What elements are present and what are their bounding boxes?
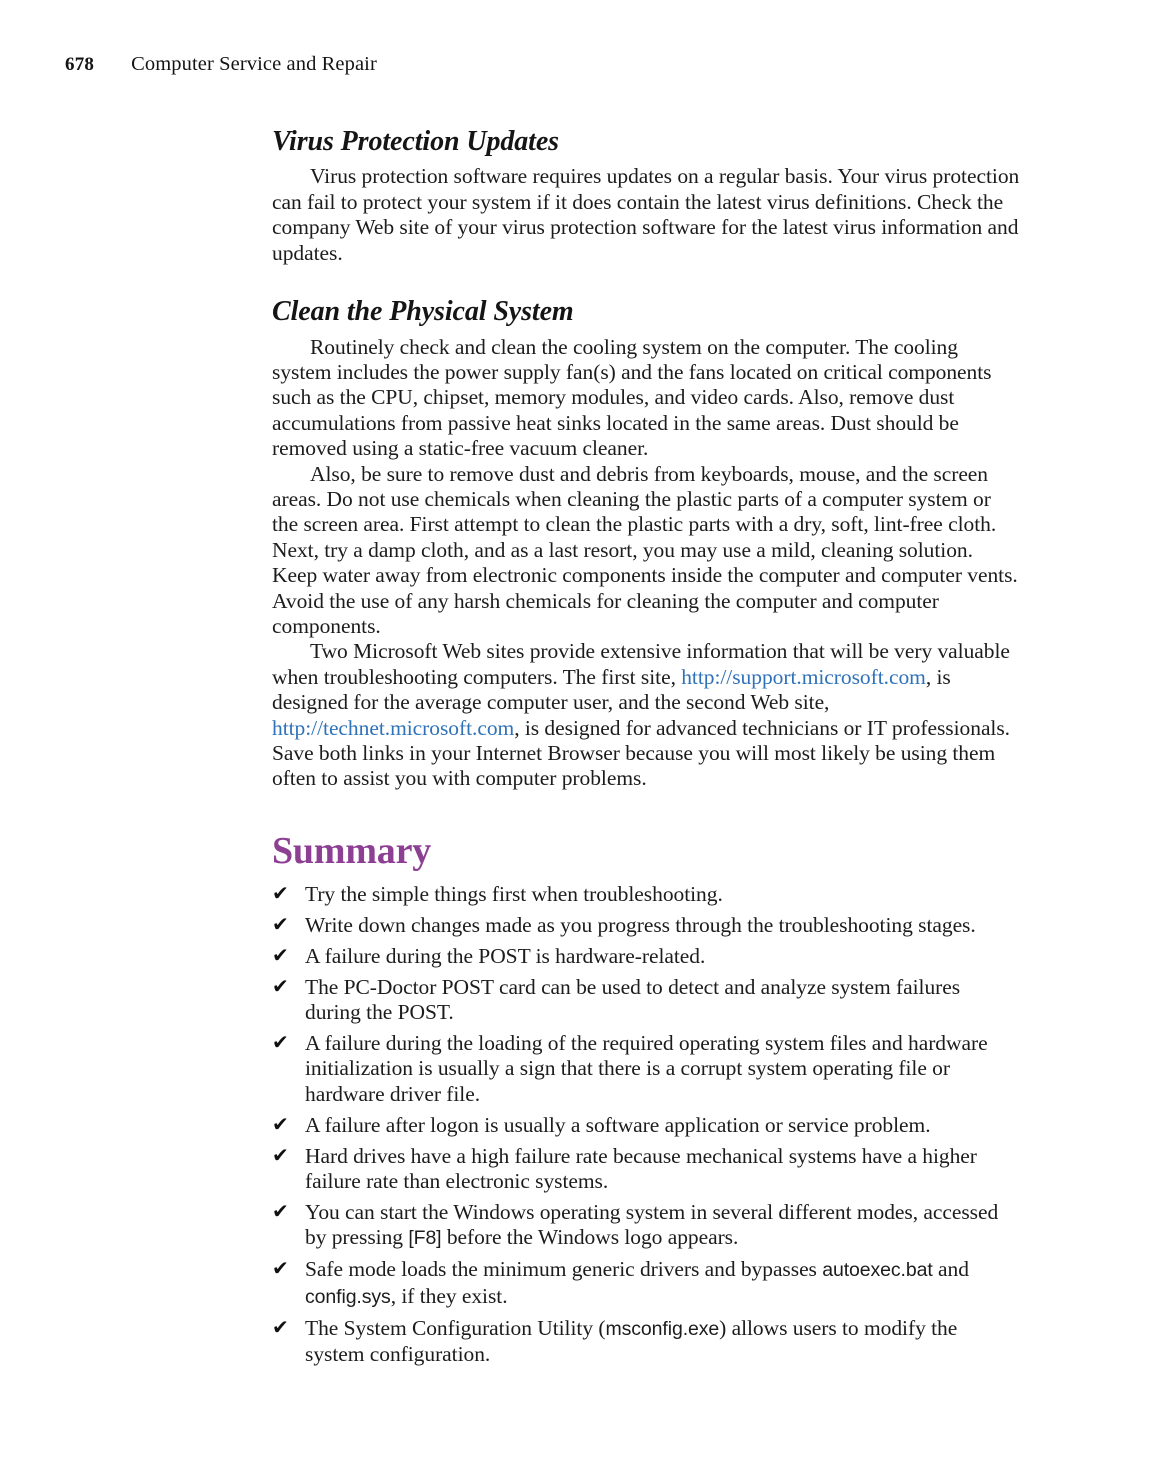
heading-clean-the-physical-system: Clean the Physical System bbox=[272, 296, 574, 328]
paragraph-cooling-system: Routinely check and clean the cooling system on the computer. The cooling system includes the power supply fan(s) and the fans located on critical components such as the CPU, chipset, memory modules, and video cards. Also, remove dust accumulations from passive heat sinks located in the same areas. Dust should be removed using a static-free vacuum cleaner. bbox=[272, 334, 992, 461]
checkmark-icon: ✔ bbox=[272, 1111, 289, 1136]
running-head bbox=[65, 53, 377, 76]
list-item bbox=[272, 913, 1020, 938]
link-support-microsoft[interactable]: http://support.microsoft.com bbox=[681, 664, 926, 689]
text-column bbox=[272, 126, 1020, 1366]
list-item bbox=[272, 1144, 1020, 1195]
checkmark-icon: ✔ bbox=[272, 881, 289, 905]
filename-msconfig-exe: msconfig.exe bbox=[605, 1317, 720, 1340]
summary-bullet-list bbox=[272, 882, 1020, 1373]
paragraph-virus-protection: Virus protection software requires updates on a regular basis. Your virus protection can fail to protect your system if it does contain the latest virus definitions. Check the company Web site of your virus protection software for the latest virus information and updates. bbox=[272, 164, 1020, 265]
checkmark-icon: ✔ bbox=[272, 973, 289, 998]
list-item bbox=[272, 944, 1020, 969]
list-item-text: A failure during the loading of the required operating system files and hardware initialization is usually a sign that there is a corrupt system operating file or hardware driver file. bbox=[305, 1031, 988, 1106]
checkmark-icon: ✔ bbox=[272, 1198, 289, 1223]
list-item-text bbox=[305, 1200, 998, 1249]
checkmark-icon: ✔ bbox=[272, 911, 289, 936]
link-paragraph-part-3: , is designed for advanced technicians or IT professionals. Save both links in your Internet Browser because you will most likely be using them often to assist you with computer problems. bbox=[272, 715, 1011, 791]
list-item-text: Hard drives have a high failure rate because mechanical systems have a higher failure rate than electronic systems. bbox=[305, 1143, 977, 1194]
list-item-text-post: , if they exist. bbox=[390, 1283, 508, 1308]
list-item bbox=[272, 882, 1020, 907]
list-item-text: Try the simple things first when troubleshooting. bbox=[305, 882, 723, 906]
list-item-text: A failure after logon is usually a software application or service problem. bbox=[305, 1112, 931, 1137]
list-item-text: The PC-Doctor POST card can be used to detect and analyze system failures during the POST. bbox=[305, 974, 961, 1025]
list-item-text-pre: The System Configuration Utility ( bbox=[305, 1315, 606, 1340]
list-item bbox=[272, 1200, 1020, 1252]
link-paragraph-part-2: , is designed for the average computer user, and the second Web site, bbox=[272, 664, 951, 715]
checkmark-icon: ✔ bbox=[272, 1142, 289, 1167]
list-item-text bbox=[305, 1316, 957, 1366]
key-name-f8: [F8] bbox=[408, 1227, 442, 1250]
list-item-text-pre: You can start the Windows operating system in several different modes, accessed by pressing bbox=[305, 1199, 999, 1250]
filename-autoexec-bat: autoexec.bat bbox=[822, 1259, 933, 1282]
list-item-text: A failure during the POST is hardware-related. bbox=[305, 943, 706, 968]
filename-config-sys: config.sys bbox=[305, 1285, 391, 1308]
page-number: 678 bbox=[65, 54, 95, 75]
paragraph-dust-and-debris: Also, be sure to remove dust and debris from keyboards, mouse, and the screen areas. Do not use chemicals when cleaning the plastic parts of a computer system or the screen area. First attempt to clean the plastic parts with a dry, soft, lint-free cloth. Next, try a damp cloth, and as a last resort, you may use a mild, cleaning solution. Keep water away from electronic components inside the computer and computer vents. Avoid the use of any harsh chemicals for cleaning the computer and computer components. bbox=[272, 461, 1018, 639]
list-item-text-post: before the Windows logo appears. bbox=[441, 1225, 739, 1250]
link-paragraph-part-1: Two Microsoft Web sites provide extensive information that will be very valuable when troubleshooting computers. The first site, bbox=[272, 639, 1010, 689]
list-item-text bbox=[305, 1257, 969, 1307]
list-item bbox=[272, 1257, 1020, 1310]
checkmark-icon: ✔ bbox=[272, 1030, 289, 1055]
list-item-text: Write down changes made as you progress through the troubleshooting stages. bbox=[305, 912, 976, 937]
heading-virus-protection-updates: Virus Protection Updates bbox=[272, 126, 559, 157]
link-technet-microsoft[interactable]: http://technet.microsoft.com bbox=[272, 715, 515, 740]
list-item-text-mid: and bbox=[932, 1257, 969, 1282]
list-item bbox=[272, 1031, 1020, 1107]
book-title: Computer Service and Repair bbox=[131, 53, 377, 75]
section-heading-summary: Summary bbox=[272, 830, 432, 872]
list-item-text-post: ) allows users to modify the system configuration. bbox=[305, 1315, 958, 1366]
checkmark-icon: ✔ bbox=[272, 1314, 289, 1339]
paragraph-microsoft-web-sites bbox=[272, 639, 1020, 791]
list-item bbox=[272, 1316, 1020, 1368]
list-item-text-pre: Safe mode loads the minimum generic drivers and bypasses bbox=[305, 1257, 823, 1282]
checkmark-icon: ✔ bbox=[272, 1256, 289, 1281]
list-item bbox=[272, 1113, 1020, 1138]
checkmark-icon: ✔ bbox=[272, 942, 289, 967]
list-item bbox=[272, 975, 1020, 1026]
